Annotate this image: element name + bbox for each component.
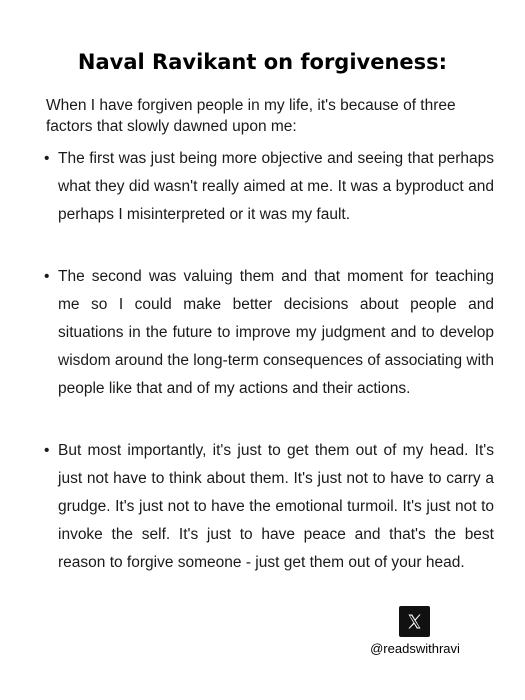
list-item-first-factor	[44, 145, 494, 230]
page-title: Naval Ravikant on forgiveness:	[77, 50, 448, 74]
list-item-text: The first was just being more objective and seeing that perhaps what they did wasn't really aimed at me. It was a byproduct and perhaps I misinterpreted or it was my fault.	[58, 150, 494, 224]
bullet-icon: •	[44, 267, 50, 285]
list-item-text: The second was valuing them and that moment for teaching me so I could make better decisions about people and situations in the future to improve my judgment and to develop wisdom around the long-term consequences of associating with people like that and of my actions and their actions.	[58, 267, 494, 398]
list-item-third-factor	[44, 437, 494, 578]
list-item-second-factor	[44, 263, 494, 404]
x-logo-icon	[399, 606, 430, 637]
bullet-icon: •	[44, 441, 50, 459]
forgiveness-factors-list	[44, 145, 494, 578]
social-handle: @readswithravi	[370, 641, 460, 656]
intro-paragraph: When I have forgiven people in my life, it's because of three factors that slowly dawned upon me:	[46, 97, 456, 135]
list-item-text: But most importantly, it's just to get them out of my head. It's just not have to think about them. It's just not to have to carry a grudge. It's just not to have the emotional turmoil. It's just not to invoke the self. It's just to have peace and that's the best reason to forgive someone - just get them out of your head.	[58, 441, 494, 572]
bullet-icon: •	[44, 150, 50, 167]
